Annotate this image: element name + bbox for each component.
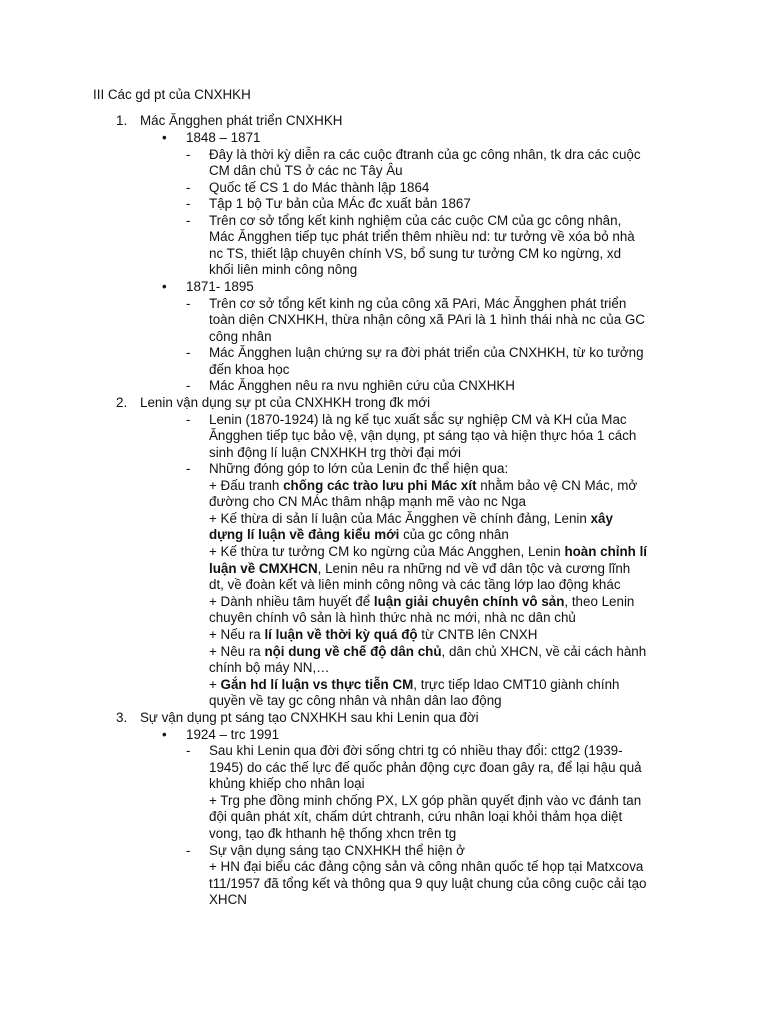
list-item-line: Đây là thời kỳ diễn ra các cuộc đtranh của gc công nhân, tk dra các cuộc [209, 147, 641, 162]
list-item-line: nc TS, thiết lập chuyên chính VS, bổ sung tư tưởng CM ko ngừng, xd [209, 246, 622, 261]
bold-phrase: nội dung về chế độ dân chủ [264, 644, 442, 659]
contribution-line: + Kế thừa di sản lí luận của Mác Ăngghen về chính đảng, Lenin xây [209, 511, 613, 526]
list-item-line: đến khoa học [209, 362, 290, 377]
dash-marker: - [186, 296, 191, 311]
section-3-number: 3. [116, 710, 128, 725]
dash-marker: - [186, 843, 191, 858]
list-item-line: 1945) do các thế lực đế quốc phản động cực đoan gây ra, để lại hậu quả [209, 760, 642, 775]
list-item-line: Quốc tế CS 1 do Mác thành lập 1864 [209, 180, 430, 195]
contribution-line: đường cho CN MÁc thâm nhập mạnh mẽ vào nc Nga [209, 494, 526, 509]
contribution-line: + Kế thừa tư tưởng CM ko ngừng của Mác Angghen, Lenin hoàn chỉnh lí [209, 544, 648, 559]
contribution-line: chính bộ máy NN,… [209, 660, 330, 675]
list-item-line: Mác Ăngghen luận chứng sự ra đời phát triển của CNXHKH, từ ko tưởng [209, 345, 644, 360]
bold-phrase: Gắn hd lí luận vs thực tiễn CM [220, 677, 414, 692]
list-item-line: XHCN [209, 892, 247, 907]
bold-phrase: dựng lí luận về đảng kiểu mới [209, 527, 400, 542]
section-1-heading: Mác Ăngghen phát triển CNXHKH [140, 113, 343, 128]
list-item-line: + Trg phe đồng minh chống PX, LX góp phần quyết định vào vc đánh tan [209, 793, 642, 808]
bold-phrase: luận về CMXHCN [209, 561, 318, 576]
contribution-line: chuyên chính vô sản là hình thức nhà nc mới, nhà nc dân chủ [209, 610, 576, 625]
list-item-line: Mác Ăngghen nêu ra nvu nghiên cứu của CNXHKH [209, 378, 515, 393]
list-item-line: vong, tạo đk hthanh hệ thống xhcn trên tg [209, 826, 457, 841]
bold-phrase: chống các trào lưu phi Mác xít [283, 478, 477, 493]
list-item-line: khủng khiếp cho nhân loại [209, 776, 365, 791]
list-item-line: Sau khi Lenin qua đời đời sống chtri tg có nhiều thay đổi: cttg2 (1939- [209, 743, 623, 758]
section-2-number: 2. [116, 395, 128, 410]
dash-marker: - [186, 461, 191, 476]
section-title: III Các gd pt của CNXHKH [93, 87, 251, 102]
bold-phrase: hoàn chỉnh lí [564, 544, 648, 559]
list-item-line: Những đóng góp to lớn của Lenin đc thể hiện qua: [209, 461, 509, 476]
bullet-marker: • [162, 130, 167, 145]
list-item-line: Sự vận dụng sáng tạo CNXHKH thể hiện ở [209, 843, 465, 858]
list-item-line: + HN đại biểu các đảng cộng sản và công nhân quốc tế họp tại Matxcova [209, 859, 644, 874]
dash-marker: - [186, 213, 191, 228]
list-item-line: khối liên minh công nông [209, 262, 358, 277]
contribution-line: + Nếu ra lí luận về thời kỳ quá độ từ CNTB lên CNXH [209, 627, 538, 642]
bullet-marker: • [162, 727, 167, 742]
contribution-line: luận về CMXHCN, Lenin nêu ra những nd về vđ dân tộc và cương lĩnh [209, 561, 631, 576]
dash-marker: - [186, 147, 191, 162]
list-item-line: Tập 1 bộ Tư bản của MÁc đc xuất bản 1867 [209, 196, 471, 211]
period-label: 1924 – trc 1991 [186, 727, 280, 742]
contribution-line: + Gắn hd lí luận vs thực tiễn CM, trực tiếp ldao CMT10 giành chính [209, 677, 620, 692]
list-item-line: sinh động lí luận CNXHKH trg thời đại mới [209, 445, 462, 460]
list-item-line: toàn diện CNXHKH, thừa nhận công xã PAri là 1 hình thái nhà nc của GC [209, 312, 645, 327]
contribution-line: + Đấu tranh chống các trào lưu phi Mác xít nhằm bảo vệ CN Mác, mở [209, 478, 638, 493]
dash-marker: - [186, 345, 191, 360]
list-item-line: CM dân chủ TS ở các nc Tây Âu [209, 163, 403, 178]
dash-marker: - [186, 412, 191, 427]
list-item-line: đội quân phát xít, chấm dứt chtranh, cứu nhân loại khỏi thảm họa diệt [209, 809, 623, 824]
contribution-line: dựng lí luận về đảng kiểu mới của gc công nhân [209, 527, 509, 542]
dash-marker: - [186, 180, 191, 195]
list-item-line: t11/1957 đã tổng kết và thông qua 9 quy luật chung của công cuộc cải tạo [209, 876, 647, 891]
contribution-line: quyền về tay gc công nhân và nhân dân lao động [209, 693, 502, 708]
contribution-line: + Nêu ra nội dung về chế độ dân chủ, dân chủ XHCN, về cải cách hành [209, 644, 647, 659]
section-1-number: 1. [116, 113, 128, 128]
list-item-line: Trên cơ sở tổng kết kinh ng của công xã PAri, Mác Ăngghen phát triển [209, 296, 627, 311]
dash-marker: - [186, 743, 191, 758]
bold-phrase: luận giải chuyên chính vô sản [373, 594, 565, 609]
contribution-line: + Dành nhiều tâm huyết để luận giải chuyên chính vô sản, theo Lenin [209, 594, 635, 609]
dash-marker: - [186, 378, 191, 393]
list-item-line: công nhân [209, 329, 272, 344]
list-item-line: Ăngghen tiếp tục bảo vệ, vận dụng, pt sáng tạo và hiện thực hóa 1 cách [209, 428, 637, 443]
period-label: 1848 – 1871 [186, 130, 261, 145]
bold-phrase: xây [590, 511, 613, 526]
bullet-marker: • [162, 279, 167, 294]
section-2-heading: Lenin vận dụng sự pt của CNXHKH trong đk mới [140, 395, 431, 410]
list-item-line: Trên cơ sở tổng kết kinh nghiệm của các cuộc CM của gc công nhân, [209, 213, 622, 228]
list-item-line: Lenin (1870-1924) là ng kế tục xuất sắc sự nghiệp CM và KH của Mac [209, 412, 627, 427]
dash-marker: - [186, 196, 191, 211]
contribution-line: dt, về đoàn kết và liên minh công nông và các tầng lớp lao động khác [209, 577, 621, 592]
bold-phrase: lí luận về thời kỳ quá độ [264, 627, 418, 642]
period-label: 1871- 1895 [186, 279, 254, 294]
list-item-line: Mác Ăngghen tiếp tục phát triển thêm nhiều nd: tư tưởng về xóa bỏ nhà [209, 229, 635, 244]
section-3-heading: Sự vận dụng pt sáng tạo CNXHKH sau khi Lenin qua đời [140, 710, 479, 725]
